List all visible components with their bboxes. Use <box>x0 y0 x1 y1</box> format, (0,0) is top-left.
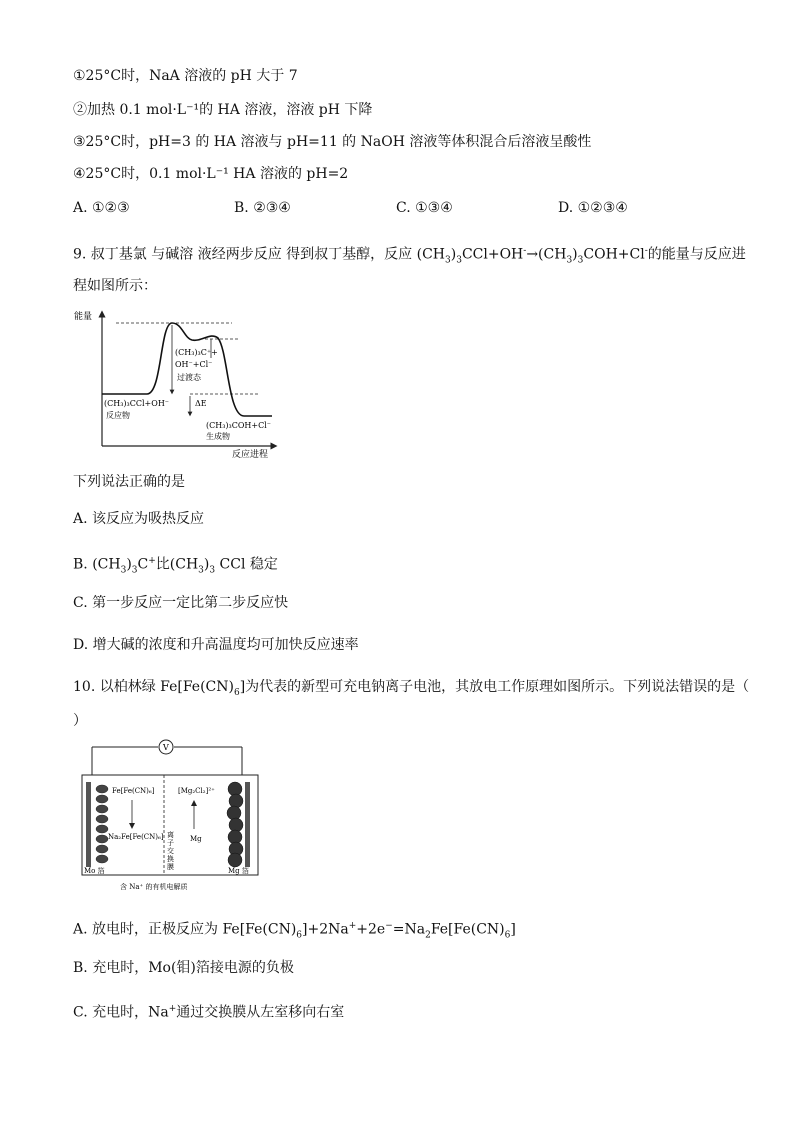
membrane-char-4: 换 <box>167 855 174 863</box>
statement-3: ③25°C时，pH=3 的 HA 溶液与 pH=11 的 NaOH 溶液等体积混合后溶液呈酸性 <box>73 134 592 150</box>
q9-option-c: C. 第一步反应一定比第二步反应快 <box>73 595 289 611</box>
membrane-char-2: 子 <box>167 839 174 847</box>
product-formula: (CH₃)₃COH+Cl⁻ <box>206 421 272 430</box>
statement-1: ①25°C时，NaA 溶液的 pH 大于 7 <box>73 68 298 84</box>
q8-option-a: A. ①②③ <box>73 200 130 216</box>
membrane-char-1: 离 <box>167 831 174 839</box>
q9-prompt: 下列说法正确的是 <box>73 474 185 490</box>
reactant-formula: (CH₃)₃CCl+OH⁻ <box>104 399 170 408</box>
membrane-char-3: 交 <box>167 847 174 855</box>
q10-option-a: A. 放电时，正极反应为 $Fe[Fe(CN)_6]+2Na^++2e^-=Na_2Fe[Fe(CN)_6]$ <box>73 921 516 941</box>
reactant-label: 反应物 <box>106 411 130 420</box>
q8-option-c: C. ①③④ <box>396 200 453 216</box>
intermediate-label-2: OH⁻+Cl⁻ <box>175 360 213 369</box>
mo-foil <box>86 782 91 867</box>
intermediate-label-1: (CH₃)₃C⁺+ <box>175 348 218 357</box>
right-bottom-species: Mg <box>190 835 202 843</box>
statement-2: ②加热 0.1 mol·L⁻¹的 HA 溶液，溶液 pH 下降 <box>73 102 373 118</box>
q10-option-c: C. 充电时，Na+通过交换膜从左室移向右室 <box>73 1004 345 1021</box>
q9-stem-line2: 程如图所示： <box>73 278 157 294</box>
q10-stem-line1: 10. 以柏林绿 $Fe[Fe(CN)_6]$为代表的新型可充电钠离子电池，其放电工作原理如图所示。下列说法错误的是（ <box>73 679 750 698</box>
statement-4: ④25°C时，0.1 mol·L⁻¹ HA 溶液的 pH=2 <box>73 166 349 182</box>
delta-e-label: ΔE <box>195 399 207 408</box>
product-label: 生成物 <box>206 432 230 441</box>
energy-diagram <box>72 306 282 461</box>
transition-label: 过渡态 <box>177 373 201 382</box>
membrane-char-5: 膜 <box>167 863 174 871</box>
q9-option-b: B. $(CH_3)_3C^+$比$(CH_3)_3$ CCl 稳定 <box>73 556 278 576</box>
left-bottom-species: Na₂Fe[Fe(CN)₆] <box>108 833 164 841</box>
x-axis-label: 反应进程 <box>232 450 269 460</box>
left-top-species: Fe[Fe(CN)₆] <box>112 787 155 795</box>
q8-option-d: D. ①②③④ <box>558 200 628 216</box>
voltmeter-label: V <box>163 743 169 752</box>
battery-diagram <box>78 737 278 899</box>
q9-option-d: D. 增大碱的浓度和升高温度均可加快反应速率 <box>73 637 359 653</box>
electrolyte-label: 含 Na⁺ 的有机电解质 <box>120 883 188 891</box>
q8-option-b: B. ②③④ <box>234 200 291 216</box>
y-axis-label: 能量 <box>74 312 93 322</box>
q10-stem-line2: ） <box>73 713 87 729</box>
q10-option-b: B. 充电时，Mo(钼)箔接电源的负极 <box>73 960 294 976</box>
mo-foil-label: Mo 箔 <box>84 867 105 875</box>
q9-option-a: A. 该反应为吸热反应 <box>73 511 205 527</box>
mg-foil-label: Mg 箔 <box>228 867 249 875</box>
mg-foil <box>245 782 250 867</box>
q9-stem-line1: 9. 叔丁基氯 与碱溶 液经两步反应 得到叔丁基醇，反应 $(CH_3)_3CCl+OH^-\to(CH_3)_3COH+Cl^-$的能量与反应进 <box>73 246 746 266</box>
right-top-species: [Mg₂Cl₂]²⁺ <box>178 787 215 795</box>
